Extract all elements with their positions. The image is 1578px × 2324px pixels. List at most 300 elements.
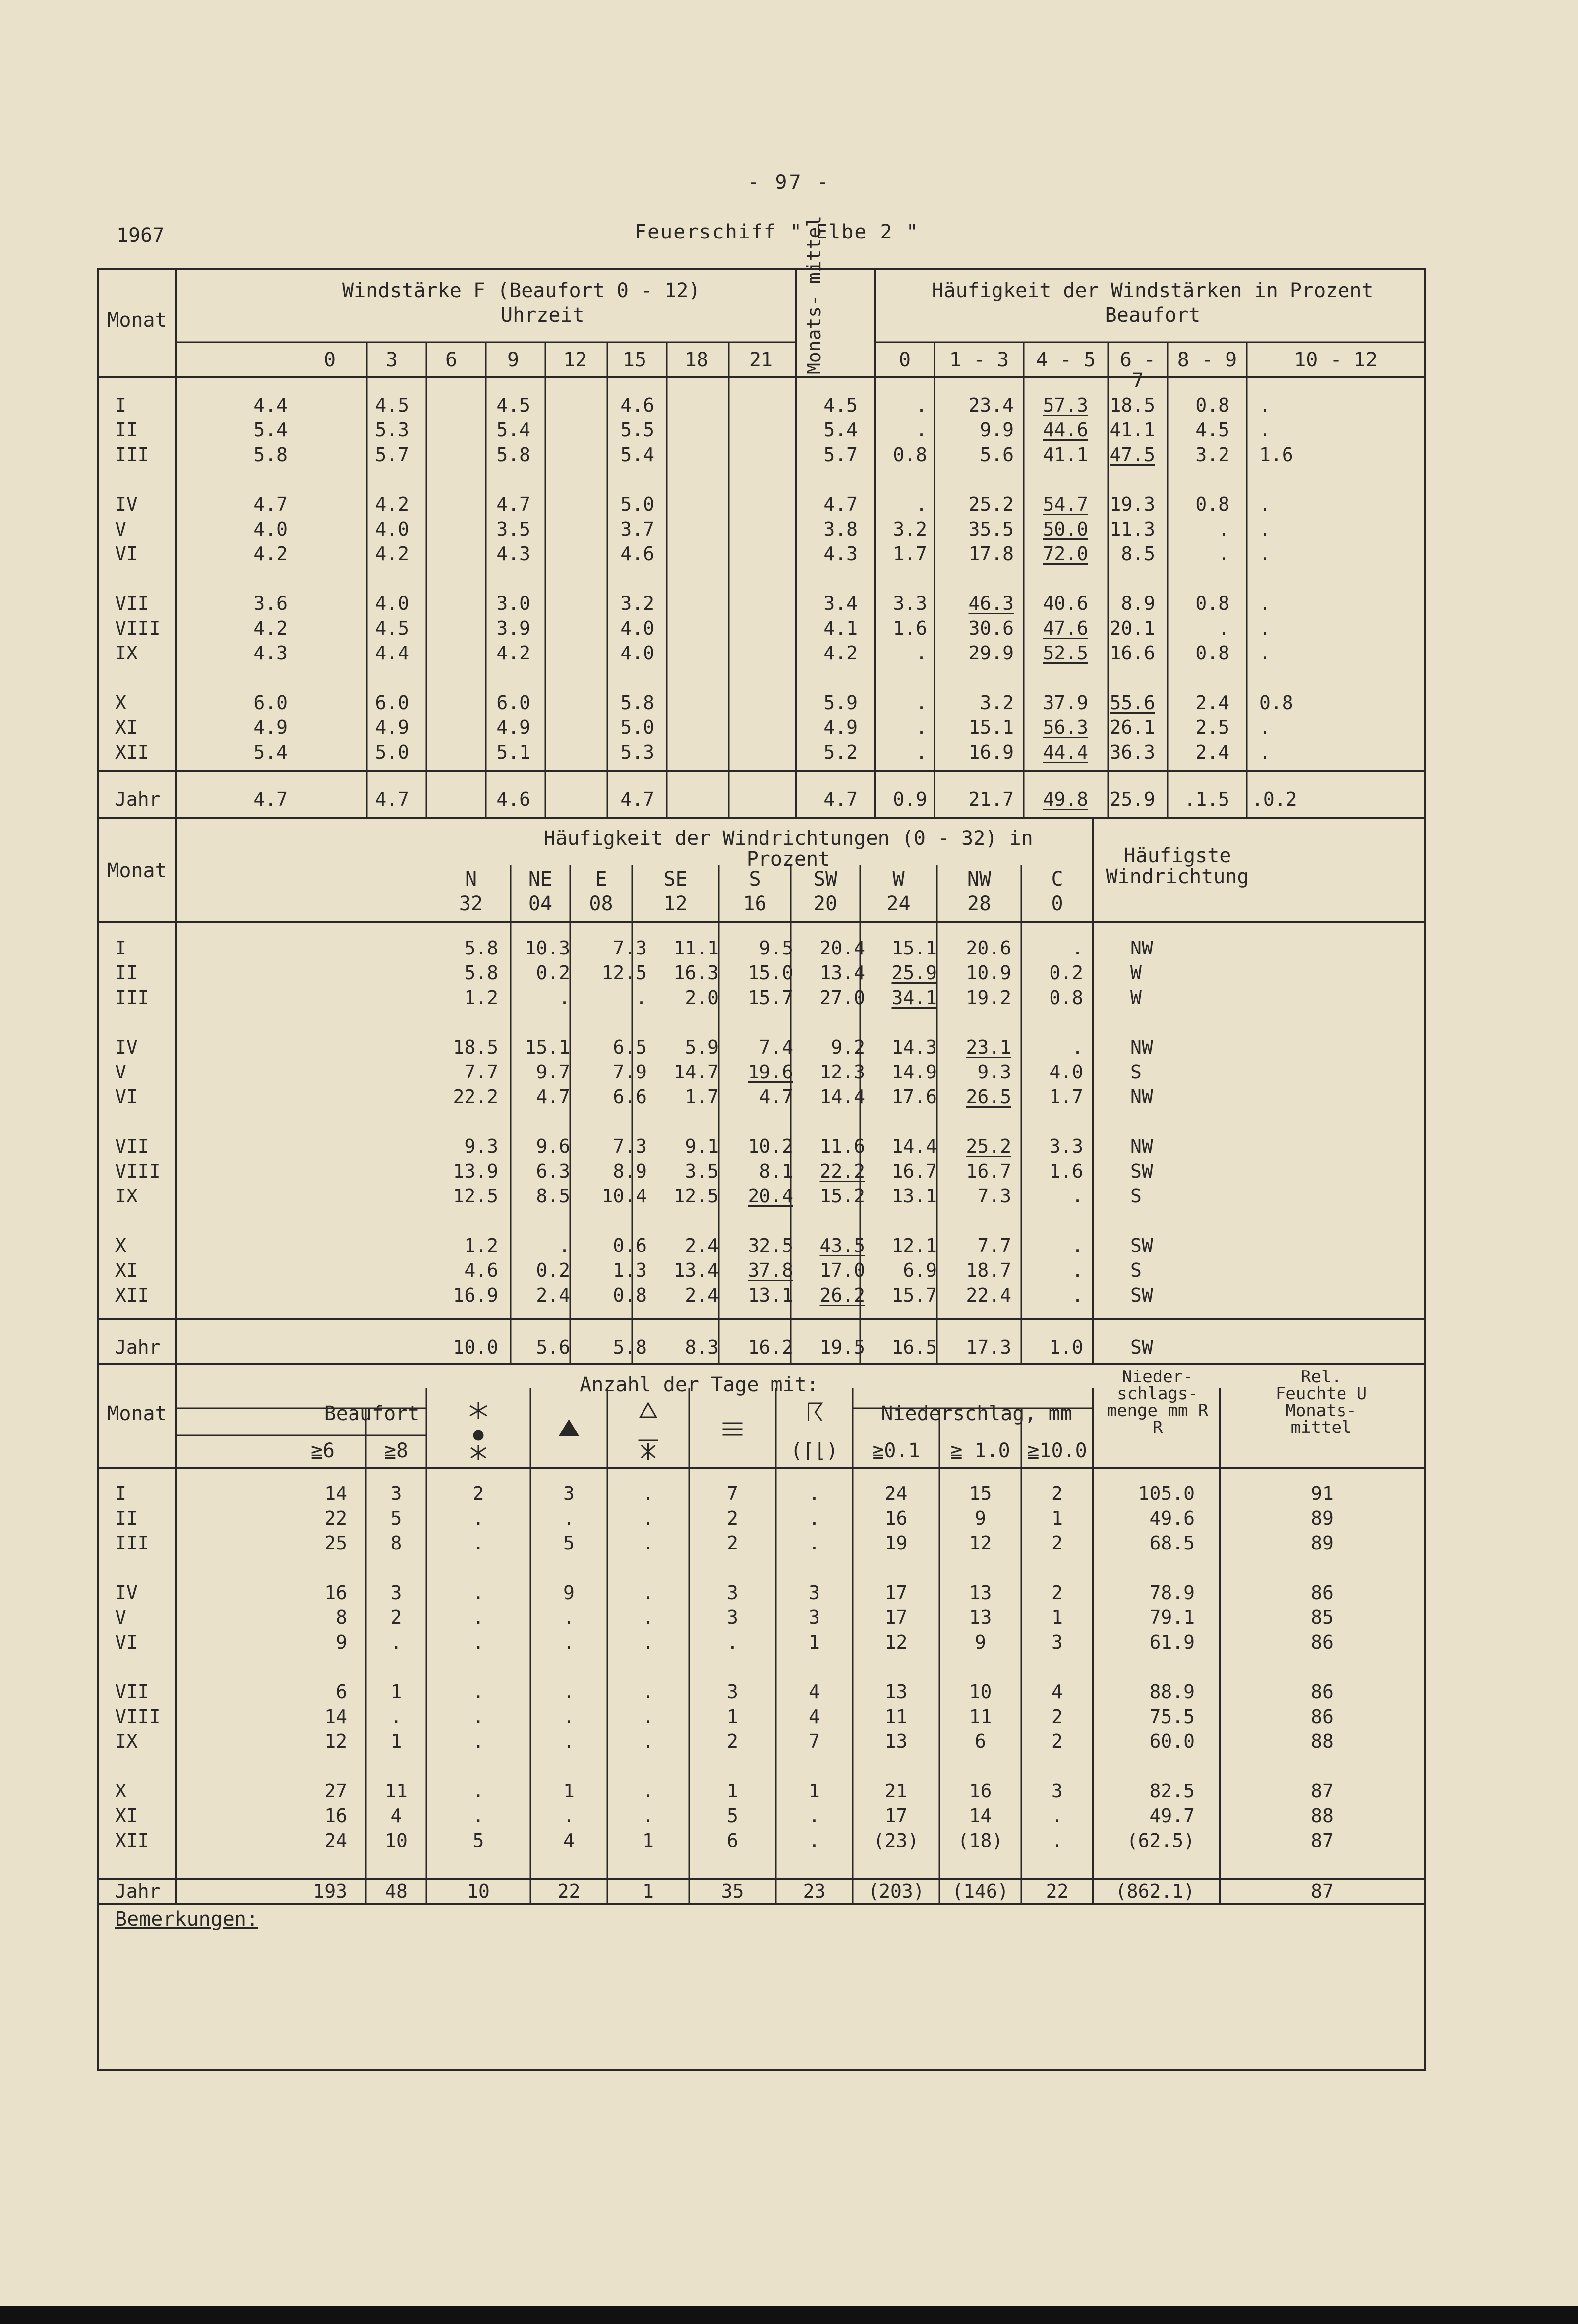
- days-count-value: 3: [809, 1582, 820, 1604]
- direction-frequency-value: 0.6: [613, 1235, 647, 1256]
- direction-frequency-value: 0.2: [1049, 962, 1083, 984]
- monthly-mean-header: Monats- mittel: [803, 215, 825, 374]
- days-count-value: 19: [884, 1532, 908, 1554]
- prevailing-direction-value: NW: [1130, 1086, 1153, 1108]
- month-label: IV: [115, 1582, 138, 1604]
- force-frequency-value: 44.4: [1043, 741, 1088, 763]
- days-count-value: 85: [1311, 1607, 1334, 1628]
- precip-amount-header: Nieder- schlags- menge mm R R: [1107, 1367, 1209, 1437]
- wind-force-value: 5.7: [375, 444, 409, 466]
- days-count-value: 78.9: [1149, 1582, 1195, 1604]
- direction-frequency-value: 12.5: [673, 1185, 719, 1207]
- days-count-value: 2: [1052, 1483, 1063, 1504]
- direction-frequency-value: 19.2: [966, 987, 1011, 1009]
- month-label: IV: [115, 1036, 138, 1058]
- year-row-label: Jahr: [115, 788, 161, 810]
- days-count-value: 5: [563, 1532, 575, 1554]
- days-count-value: 105.0: [1138, 1483, 1195, 1504]
- month-label: V: [115, 518, 126, 540]
- month-label: I: [115, 1483, 126, 1504]
- wind-force-value: 4.0: [375, 518, 409, 540]
- force-frequency-year: 25.9: [1110, 788, 1155, 810]
- days-count-value: 8: [390, 1532, 402, 1554]
- days-count-value: 16: [324, 1805, 347, 1827]
- force-frequency-value: .: [1259, 394, 1271, 416]
- direction-frequency-value: 7.7: [977, 1235, 1011, 1256]
- days-count-value: .: [472, 1805, 484, 1827]
- direction-frequency-value: 5.8: [464, 962, 498, 984]
- force-frequency-value: 46.3: [968, 593, 1014, 614]
- month-label: XI: [115, 1259, 138, 1281]
- days-count-value: .: [643, 1532, 654, 1554]
- direction-frequency-value: 7.3: [613, 937, 647, 959]
- force-frequency-value: 0.8: [1195, 493, 1229, 515]
- wind-force-value: 5.8: [253, 444, 288, 466]
- month-label: VII: [115, 593, 149, 614]
- hour-header: 0: [323, 349, 336, 371]
- days-count-value: 2: [1052, 1730, 1063, 1752]
- wind-force-value: 5.4: [496, 419, 530, 441]
- days-count-value: 17: [884, 1607, 908, 1628]
- prevailing-direction-value: NW: [1130, 1135, 1153, 1157]
- days-count-value: .: [643, 1607, 654, 1628]
- force-frequency-value: 41.1: [1110, 419, 1155, 441]
- days-count-value: 88: [1311, 1805, 1334, 1827]
- direction-frequency-value: 18.7: [966, 1259, 1011, 1281]
- direction-frequency-value: 17.6: [891, 1086, 937, 1108]
- force-frequency-year: .0.2: [1252, 788, 1297, 810]
- direction-frequency-value: 22.4: [966, 1284, 1011, 1306]
- monthly-mean-value: 4.2: [823, 642, 858, 664]
- direction-frequency-value: 19.6: [748, 1061, 793, 1083]
- monthly-mean-value: 5.7: [823, 444, 858, 466]
- direction-frequency-value: 10.2: [748, 1135, 793, 1157]
- days-count-value: .: [563, 1706, 575, 1728]
- direction-frequency-value: 10.4: [601, 1185, 647, 1207]
- force-frequency-value: 0.8: [1259, 692, 1293, 714]
- days-count-value: 5: [390, 1507, 402, 1529]
- monthly-mean-value: 5.2: [823, 741, 858, 763]
- wind-force-value: 4.2: [253, 543, 288, 565]
- days-count-value: .: [643, 1483, 654, 1504]
- direction-header: N: [465, 868, 477, 891]
- direction-degree-header: 0: [1051, 893, 1063, 915]
- wind-force-value: 4.3: [253, 642, 288, 664]
- direction-degree-header: 04: [528, 893, 553, 915]
- days-count-value: 2: [727, 1730, 738, 1752]
- direction-frequency-value: 14.9: [891, 1061, 937, 1083]
- beaufort-8-header: ≧8: [384, 1439, 409, 1462]
- wind-force-value: 4.5: [375, 394, 409, 416]
- month-label: II: [115, 962, 138, 984]
- direction-frequency-year: 19.5: [819, 1336, 865, 1358]
- days-count-value: 2: [1052, 1582, 1063, 1604]
- month-label: II: [115, 1507, 138, 1529]
- wind-force-value: 6.0: [496, 692, 530, 714]
- direction-frequency-value: .: [1072, 1259, 1083, 1281]
- direction-frequency-year: 5.8: [613, 1336, 647, 1358]
- days-count-value: 5: [727, 1805, 738, 1827]
- days-count-value: (23): [873, 1830, 919, 1851]
- days-count-value: 10: [385, 1830, 408, 1851]
- direction-frequency-value: .: [1072, 1284, 1083, 1306]
- beaufort-subtitle: Beaufort: [1105, 304, 1201, 327]
- direction-header: SE: [663, 868, 688, 891]
- month-label: V: [115, 1607, 126, 1628]
- wind-force-value: 5.4: [253, 741, 288, 763]
- days-count-value: 2: [390, 1607, 402, 1628]
- direction-degree-header: 32: [459, 893, 483, 915]
- direction-frequency-value: 5.9: [685, 1036, 719, 1058]
- days-count-value: 4: [809, 1681, 820, 1703]
- month-label: VI: [115, 1631, 138, 1653]
- direction-frequency-year: 16.5: [891, 1336, 937, 1358]
- days-count-value: 1: [809, 1780, 820, 1802]
- direction-frequency-year: 16.2: [748, 1336, 793, 1358]
- hail-icon: [560, 1421, 578, 1435]
- days-count-value: .: [809, 1805, 820, 1827]
- wind-force-value: 3.0: [496, 593, 530, 614]
- month-header: Monat: [107, 309, 167, 332]
- month-header: Monat: [107, 859, 167, 882]
- direction-frequency-value: 26.5: [966, 1086, 1011, 1108]
- days-count-value: 27: [324, 1780, 347, 1802]
- direction-frequency-value: 1.6: [1049, 1160, 1083, 1182]
- force-frequency-value: 0.8: [1195, 593, 1229, 614]
- force-frequency-year: .1.5: [1184, 788, 1229, 810]
- days-count-value: 3: [727, 1607, 738, 1628]
- days-count-year: (862.1): [1115, 1880, 1195, 1902]
- direction-frequency-value: 3.5: [685, 1160, 719, 1182]
- direction-frequency-value: 37.8: [748, 1259, 793, 1281]
- month-label: XI: [115, 716, 138, 738]
- direction-frequency-value: 20.4: [748, 1185, 793, 1207]
- direction-frequency-value: 2.4: [536, 1284, 570, 1306]
- direction-frequency-value: 14.7: [673, 1061, 719, 1083]
- direction-frequency-value: 1.2: [464, 1235, 498, 1256]
- direction-frequency-value: 12.3: [819, 1061, 865, 1083]
- direction-frequency-value: 12.5: [601, 962, 647, 984]
- direction-degree-header: 16: [743, 893, 767, 915]
- days-count-value: 2: [1052, 1532, 1063, 1554]
- days-count-value: 4: [563, 1830, 575, 1851]
- thunder-paren-header: (⌈⌊): [790, 1439, 838, 1462]
- days-count-value: 16: [969, 1780, 992, 1802]
- force-frequency-value: .: [1259, 716, 1271, 738]
- wind-force-value: 5.5: [620, 419, 654, 441]
- force-frequency-value: 35.5: [968, 518, 1014, 540]
- month-label: V: [115, 1061, 126, 1083]
- direction-frequency-value: 9.2: [831, 1036, 865, 1058]
- days-count-value: 11: [884, 1706, 908, 1728]
- force-frequency-value: 55.6: [1110, 692, 1155, 714]
- force-frequency-value: 52.5: [1043, 642, 1088, 664]
- direction-frequency-value: 9.3: [977, 1061, 1011, 1083]
- force-frequency-value: .: [916, 419, 927, 441]
- force-frequency-value: .: [1259, 543, 1271, 565]
- days-count-value: 13: [884, 1681, 908, 1703]
- wind-force-value: 4.2: [253, 617, 288, 639]
- prevailing-direction-value: SW: [1130, 1284, 1153, 1306]
- force-frequency-value: 36.3: [1110, 741, 1155, 763]
- direction-frequency-value: 1.7: [1049, 1086, 1083, 1108]
- days-count-value: 1: [390, 1730, 402, 1752]
- station-title: Feuerschiff " Elbe 2 ": [635, 221, 919, 243]
- days-count-value: 14: [324, 1706, 347, 1728]
- month-label: XII: [115, 741, 149, 763]
- direction-header: C: [1051, 868, 1063, 891]
- direction-frequency-year: 5.6: [536, 1336, 570, 1358]
- days-count-year: 35: [721, 1880, 744, 1902]
- days-count-value: 87: [1311, 1780, 1334, 1802]
- force-frequency-value: 1.7: [893, 543, 927, 565]
- force-frequency-value: 5.6: [980, 444, 1014, 466]
- force-frequency-value: 11.3: [1110, 518, 1155, 540]
- wind-force-value: 4.9: [253, 716, 288, 738]
- force-frequency-value: .: [1259, 419, 1271, 441]
- direction-frequency-year: 8.3: [685, 1336, 719, 1358]
- month-label: III: [115, 444, 149, 466]
- days-count-value: .: [643, 1631, 654, 1653]
- days-count-value: .: [563, 1730, 575, 1752]
- days-count-value: 10: [969, 1681, 992, 1703]
- days-count-year: 10: [467, 1880, 490, 1902]
- direction-frequency-value: 7.3: [613, 1135, 647, 1157]
- days-count-value: 79.1: [1149, 1607, 1195, 1628]
- direction-frequency-year: 1.0: [1049, 1336, 1083, 1358]
- days-count-value: 1: [563, 1780, 575, 1802]
- prevailing-direction-value: SW: [1130, 1160, 1153, 1182]
- days-count-value: .: [643, 1730, 654, 1752]
- direction-frequency-value: 7.9: [613, 1061, 647, 1083]
- wind-force-value: 4.5: [375, 617, 409, 639]
- hour-header: 6: [445, 349, 458, 371]
- days-count-value: 3: [390, 1582, 402, 1604]
- days-count-value: 9: [975, 1631, 986, 1653]
- wind-force-value: 5.1: [496, 741, 530, 763]
- hour-header: 21: [749, 349, 773, 371]
- days-count-value: .: [563, 1607, 575, 1628]
- days-count-value: 89: [1311, 1507, 1334, 1529]
- days-count-value: 25: [324, 1532, 347, 1554]
- force-frequency-value: 41.1: [1043, 444, 1088, 466]
- precip-10-header: ≧ 1.0: [950, 1439, 1010, 1462]
- direction-frequency-value: .: [1072, 1185, 1083, 1207]
- direction-frequency-value: 12.1: [891, 1235, 937, 1256]
- force-frequency-value: .: [1259, 518, 1271, 540]
- direction-frequency-value: 17.0: [819, 1259, 865, 1281]
- force-frequency-value: 17.8: [968, 543, 1014, 565]
- precipitation-group-header: Niederschlag, mm: [881, 1402, 1072, 1425]
- direction-frequency-value: 13.9: [453, 1160, 498, 1182]
- force-frequency-value: 3.2: [980, 692, 1014, 714]
- force-frequency-value: .: [1259, 642, 1271, 664]
- days-count-value: 14: [324, 1483, 347, 1504]
- direction-header: NW: [967, 868, 992, 891]
- direction-degree-header: 24: [886, 893, 911, 915]
- force-frequency-year: 21.7: [968, 788, 1014, 810]
- force-frequency-value: 4.5: [1195, 419, 1229, 441]
- direction-degree-header: 28: [967, 893, 992, 915]
- prevailing-direction-value: W: [1130, 962, 1142, 984]
- days-count-value: .: [809, 1507, 820, 1529]
- month-label: XII: [115, 1284, 149, 1306]
- direction-frequency-year: 17.3: [966, 1336, 1011, 1358]
- monthly-mean-value: 3.4: [823, 593, 858, 614]
- wind-force-value: 5.4: [253, 419, 288, 441]
- direction-frequency-value: 0.8: [1049, 987, 1083, 1009]
- direction-frequency-value: 22.2: [453, 1086, 498, 1108]
- direction-frequency-value: 4.7: [759, 1086, 793, 1108]
- force-frequency-value: 2.4: [1195, 692, 1229, 714]
- force-frequency-value: 3.2: [893, 518, 927, 540]
- direction-frequency-value: .: [559, 1235, 570, 1256]
- month-label: II: [115, 419, 138, 441]
- force-frequency-value: 47.6: [1043, 617, 1088, 639]
- direction-frequency-value: 15.0: [748, 962, 793, 984]
- direction-frequency-value: 0.2: [536, 962, 570, 984]
- prevailing-direction-value: SW: [1130, 1235, 1153, 1256]
- monthly-mean-value: 4.7: [823, 493, 858, 515]
- month-label: XI: [115, 1805, 138, 1827]
- hour-header: 12: [563, 349, 587, 371]
- force-frequency-title: Häufigkeit der Windstärken in Prozent: [932, 279, 1374, 302]
- days-count-value: .: [809, 1483, 820, 1504]
- days-count-value: 22: [324, 1507, 347, 1529]
- force-frequency-value: .: [916, 493, 927, 515]
- direction-frequency-value: 25.9: [891, 962, 937, 984]
- direction-frequency-value: 20.6: [966, 937, 1011, 959]
- days-count-value: 91: [1311, 1483, 1334, 1504]
- direction-frequency-value: 14.4: [891, 1135, 937, 1157]
- days-count-value: 12: [969, 1532, 992, 1554]
- precip-01-header: ≧0.1: [872, 1439, 920, 1462]
- days-count-value: 3: [563, 1483, 575, 1504]
- monthly-mean-value: 5.4: [823, 419, 858, 441]
- direction-frequency-value: 12.5: [453, 1185, 498, 1207]
- rel-humidity-header: Rel. Feuchte U Monats- mittel: [1275, 1367, 1367, 1437]
- days-count-year: 1: [643, 1880, 654, 1902]
- days-count-value: .: [643, 1706, 654, 1728]
- days-count-value: 11: [385, 1780, 408, 1802]
- direction-frequency-value: 43.5: [819, 1235, 865, 1256]
- force-frequency-value: .: [1259, 493, 1271, 515]
- wind-force-value: 3.9: [496, 617, 530, 639]
- force-frequency-value: 1.6: [1259, 444, 1293, 466]
- days-count-year: (146): [952, 1880, 1009, 1902]
- month-label: VII: [115, 1135, 149, 1157]
- days-count-value: 1: [390, 1681, 402, 1703]
- direction-frequency-value: 16.3: [673, 962, 719, 984]
- wind-force-value: 5.3: [375, 419, 409, 441]
- direction-frequency-value: .: [1072, 1235, 1083, 1256]
- direction-frequency-value: 20.4: [819, 937, 865, 959]
- days-count-value: 68.5: [1149, 1532, 1195, 1554]
- days-count-value: .: [563, 1631, 575, 1653]
- wind-force-value: 5.8: [620, 692, 654, 714]
- direction-frequency-value: 15.7: [891, 1284, 937, 1306]
- direction-frequency-value: 15.1: [525, 1036, 570, 1058]
- direction-frequency-value: 15.1: [891, 937, 937, 959]
- wind-force-value: 4.0: [620, 642, 654, 664]
- days-count-value: .: [809, 1532, 820, 1554]
- direction-frequency-value: 10.9: [966, 962, 1011, 984]
- days-count-value: .: [1052, 1805, 1063, 1827]
- force-frequency-value: 8.5: [1121, 543, 1155, 565]
- direction-frequency-value: 13.1: [891, 1185, 937, 1207]
- direction-frequency-value: 9.7: [536, 1061, 570, 1083]
- days-count-value: 24: [884, 1483, 908, 1504]
- wind-force-value: 4.5: [496, 394, 530, 416]
- force-frequency-value: 8.9: [1121, 593, 1155, 614]
- direction-frequency-value: 7.7: [464, 1061, 498, 1083]
- days-count-value: 17: [884, 1582, 908, 1604]
- direction-degree-header: 12: [663, 893, 688, 915]
- wind-force-value: 4.2: [375, 543, 409, 565]
- force-frequency-value: 20.1: [1110, 617, 1155, 639]
- beaufort-6-header: ≧6: [310, 1439, 335, 1462]
- force-frequency-value: 29.9: [968, 642, 1014, 664]
- direction-frequency-value: 27.0: [819, 987, 865, 1009]
- days-count-value: .: [643, 1507, 654, 1529]
- direction-header: E: [595, 868, 607, 891]
- month-label: IV: [115, 493, 138, 515]
- days-count-value: 16: [324, 1582, 347, 1604]
- days-count-value: 13: [969, 1607, 992, 1628]
- monthly-mean-value: 4.9: [823, 716, 858, 738]
- days-count-value: 5: [472, 1830, 484, 1851]
- beaufort-class-header: 8 - 9: [1177, 349, 1237, 371]
- force-frequency-value: .: [1218, 543, 1229, 565]
- force-frequency-value: .: [916, 394, 927, 416]
- direction-frequency-value: .: [636, 987, 647, 1009]
- days-count-value: 89: [1311, 1532, 1334, 1554]
- days-count-value: 6: [727, 1830, 738, 1851]
- wind-force-value: 3.6: [253, 593, 288, 614]
- days-count-value: 2: [727, 1507, 738, 1529]
- days-count-value: 49.6: [1149, 1507, 1195, 1529]
- force-frequency-value: .: [1259, 741, 1271, 763]
- beaufort-class-header: 10 - 12: [1294, 349, 1378, 371]
- direction-frequency-value: 26.2: [819, 1284, 865, 1306]
- force-frequency-value: .: [916, 716, 927, 738]
- wind-force-value: 6.0: [375, 692, 409, 714]
- force-frequency-value: 25.2: [968, 493, 1014, 515]
- direction-frequency-value: 15.7: [748, 987, 793, 1009]
- direction-frequency-value: 7.3: [977, 1185, 1011, 1207]
- direction-frequency-value: 0.8: [613, 1284, 647, 1306]
- monthly-mean-value: 5.9: [823, 692, 858, 714]
- force-frequency-value: .: [916, 741, 927, 763]
- hour-header: 18: [684, 349, 709, 371]
- wind-force-year: 4.7: [253, 788, 288, 810]
- prevailing-direction-value: NW: [1130, 937, 1153, 959]
- days-count-value: 21: [884, 1780, 908, 1802]
- days-count-value: 2: [1052, 1706, 1063, 1728]
- wind-force-value: 3.7: [620, 518, 654, 540]
- days-count-value: .: [472, 1780, 484, 1802]
- force-frequency-value: .: [916, 642, 927, 664]
- force-frequency-value: 54.7: [1043, 493, 1088, 515]
- wind-force-year: 4.6: [496, 788, 530, 810]
- days-count-value: .: [563, 1507, 575, 1529]
- prevailing-direction-value: S: [1130, 1185, 1142, 1207]
- direction-frequency-value: .: [559, 987, 570, 1009]
- snow-icon: [470, 1402, 487, 1419]
- beaufort-class-header: 0: [898, 349, 911, 371]
- days-count-value: 8: [336, 1607, 347, 1628]
- direction-frequency-value: 13.4: [819, 962, 865, 984]
